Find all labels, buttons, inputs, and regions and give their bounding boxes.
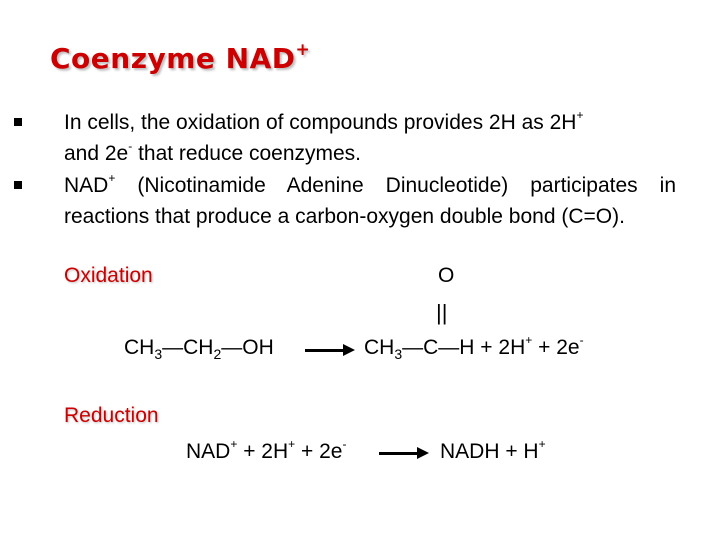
reduction-label: Reduction xyxy=(64,404,159,427)
acetaldehyde-products: $CH_3—C—H + 2H^+ + 2e^-$ xyxy=(364,333,584,362)
carbonyl-oxygen: O xyxy=(438,264,455,287)
bullet-text-2: NAD+ (Nicotinamide Adenine Dinucleotide) participates in reactions that produce a carbon-oxygen double bond (C=O). xyxy=(64,171,676,228)
oxidation-label: Oxidation xyxy=(64,264,153,287)
bullet-marker-1 xyxy=(14,118,22,126)
oxidation-arrow xyxy=(305,349,345,352)
bullet-marker-2 xyxy=(14,181,22,189)
carbonyl-double-bond: || xyxy=(436,300,448,325)
nad-reactants: NAD+ + 2H+ + 2e- xyxy=(186,437,347,463)
slide-title: Coenzyme NAD+ xyxy=(50,40,311,75)
ethanol-formula: $CH_3—CH_2—OH$ xyxy=(124,336,274,362)
nadh-products: NADH + H+ xyxy=(440,437,546,463)
reduction-arrow xyxy=(379,452,419,455)
bullet-text-1: In cells, the oxidation of compounds provides 2H as 2H+ and 2e- that reduce coenzymes. xyxy=(64,108,584,165)
